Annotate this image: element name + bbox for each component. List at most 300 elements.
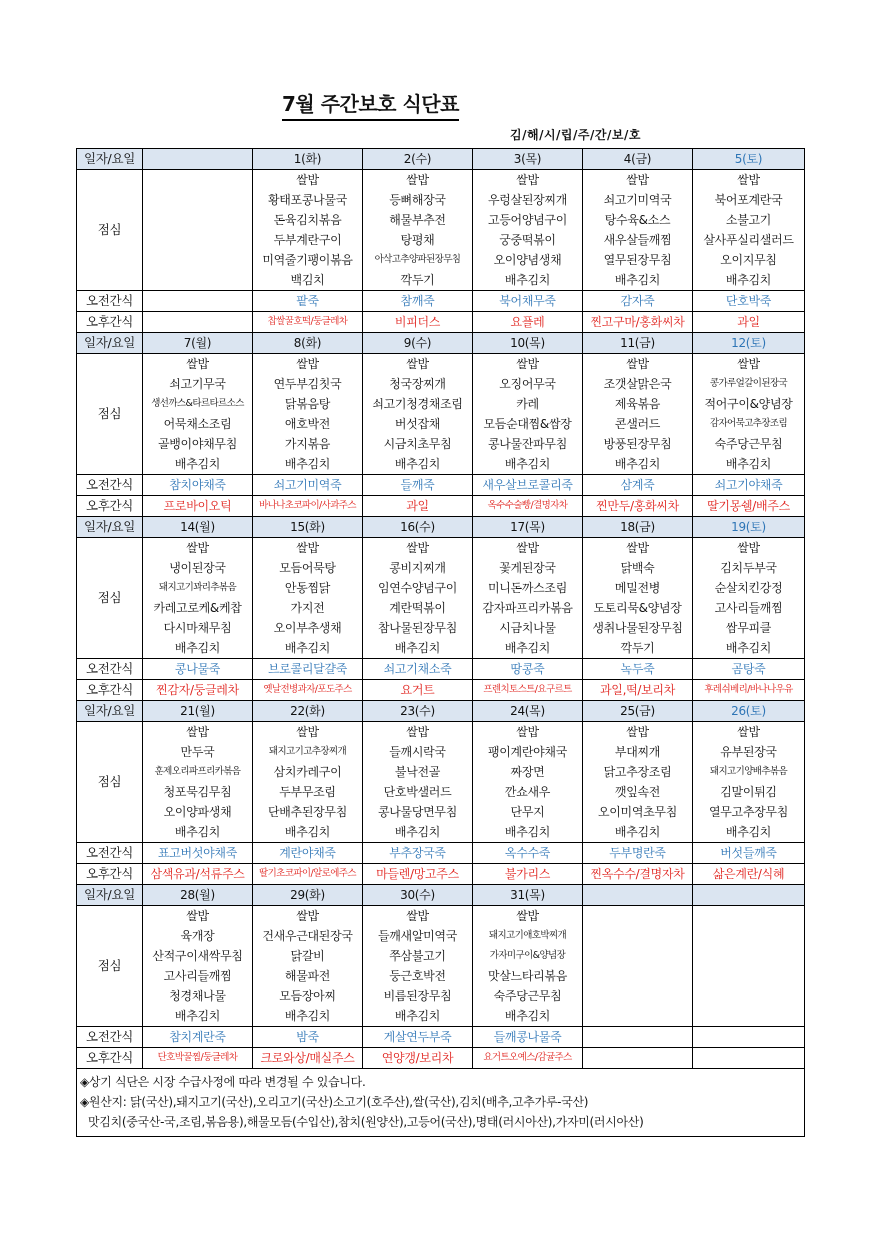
menu-item: 배추김치: [284, 825, 331, 839]
menu-item: 배추김치: [504, 641, 551, 655]
row-label-day: 일자/요일: [77, 701, 143, 722]
morning-snack-cell: 참치야채죽: [143, 475, 253, 496]
menu-item: 불낙전골: [394, 765, 441, 779]
afternoon-snack-cell: 과일: [363, 496, 473, 517]
note-line: ◈원산지: 닭(국산),돼지고기(국산),오리고기(국산)소고기(호주산),쌀(국산),김치(배추,고추가루-국산): [80, 1095, 589, 1109]
day-header: 11(금): [583, 333, 693, 354]
row-label-am: 오전간식: [77, 291, 143, 312]
lunch-cell: [143, 354, 253, 475]
menu-item: 도토리묵&양념장: [593, 601, 682, 615]
menu-item: 오이양파생채: [163, 805, 232, 819]
lunch-cell: [363, 906, 473, 1027]
menu-item: 쌀밥: [626, 173, 649, 187]
menu-item: 오이지무침: [720, 253, 777, 267]
week-4-lunch-row: [77, 722, 805, 843]
menu-item: 방풍된장무침: [603, 437, 672, 451]
week-1-am-row: [77, 291, 805, 312]
menu-item: 두부무조림: [279, 785, 336, 799]
morning-snack-cell: 감자죽: [583, 291, 693, 312]
lunch-cell: [253, 906, 363, 1027]
menu-item: 들깨새알미역국: [377, 929, 458, 943]
lunch-cell: [363, 170, 473, 291]
lunch-cell: [693, 170, 805, 291]
week-3-am-row: [77, 659, 805, 680]
morning-snack-cell: 부추장국죽: [363, 843, 473, 864]
menu-item: 배추김치: [614, 457, 661, 471]
day-header: 19(토): [693, 517, 805, 538]
menu-item: 삼치카레구이: [273, 765, 342, 779]
menu-item: 미니돈까스조림: [487, 581, 568, 595]
organization-name: 김/해/시/립/주/간/보/호: [510, 128, 641, 142]
day-header: 15(화): [253, 517, 363, 538]
lunch-cell: [473, 170, 583, 291]
menu-item: 애호박전: [284, 417, 331, 431]
afternoon-snack-cell: 크로와상/매실주스: [253, 1048, 363, 1069]
afternoon-snack-cell: 삼색유과/석류주스: [143, 864, 253, 885]
week-5-pm-row: [77, 1048, 805, 1069]
menu-item: 숙주당근무침: [714, 437, 783, 451]
menu-item: 제육볶음: [614, 397, 661, 411]
note-line: ◈상기 식단은 시장 수급사정에 따라 변경될 수 있습니다.: [80, 1075, 366, 1089]
morning-snack-cell: 북어채무죽: [473, 291, 583, 312]
menu-item: 콘샐러드: [614, 417, 661, 431]
menu-item: 유부된장국: [720, 745, 777, 759]
afternoon-snack-cell: 비피더스: [363, 312, 473, 333]
menu-item: 김말이튀김: [720, 785, 777, 799]
week-3-day-row: [77, 517, 805, 538]
menu-item: 깐쇼새우: [504, 785, 551, 799]
row-label-lunch: 점심: [77, 538, 143, 659]
morning-snack-cell: 들깨죽: [363, 475, 473, 496]
menu-item: 청포묵김무침: [163, 785, 232, 799]
afternoon-snack-cell: 찹쌀꿀호떡/둥글레차: [253, 312, 363, 333]
lunch-cell: [143, 170, 253, 291]
menu-item: 배추김치: [394, 457, 441, 471]
row-label-am: 오전간식: [77, 1027, 143, 1048]
day-header: 4(금): [583, 149, 693, 170]
menu-item: 오징어무국: [499, 377, 556, 391]
day-header: 22(화): [253, 701, 363, 722]
lunch-cell: [473, 354, 583, 475]
week-1-lunch-row: [77, 170, 805, 291]
menu-item: 콩비지찌개: [389, 561, 446, 575]
menu-item: 청국장찌개: [389, 377, 446, 391]
menu-item: 돼지고기고추장찌개: [268, 746, 347, 757]
menu-item: 시금치초무침: [383, 437, 452, 451]
afternoon-snack-cell: 딸기몽쉘/배주스: [693, 496, 805, 517]
menu-item: 쌀밥: [296, 173, 319, 187]
morning-snack-cell: 참깨죽: [363, 291, 473, 312]
menu-item: 모듬어묵탕: [279, 561, 336, 575]
menu-item: 어묵채소조림: [163, 417, 232, 431]
menu-item: 돼지고기꽈리추볶음: [158, 582, 237, 593]
row-label-day: 일자/요일: [77, 333, 143, 354]
afternoon-snack-cell: 단호박꿀찜/둥글레차: [143, 1048, 253, 1069]
afternoon-snack-cell: 삶은계란/식혜: [693, 864, 805, 885]
afternoon-snack-cell: 찐만두/홍화씨차: [583, 496, 693, 517]
week-3-pm-row: [77, 680, 805, 701]
day-header: 17(목): [473, 517, 583, 538]
menu-item: 백김치: [290, 273, 325, 287]
menu-item: 배추김치: [174, 825, 221, 839]
week-4-pm-row: [77, 864, 805, 885]
row-label-lunch: 점심: [77, 170, 143, 291]
row-label-pm: 오후간식: [77, 312, 143, 333]
menu-item: 오이양념생채: [493, 253, 562, 267]
menu-item: 깻잎속전: [614, 785, 661, 799]
menu-item: 가지전: [290, 601, 325, 615]
menu-item: 둥근호박전: [389, 969, 446, 983]
morning-snack-cell: 두부명란죽: [583, 843, 693, 864]
menu-item: 참나물된장무침: [377, 621, 458, 635]
row-label-pm: 오후간식: [77, 864, 143, 885]
week-5-lunch-row: [77, 906, 805, 1027]
menu-item: 순살치킨강정: [714, 581, 783, 595]
menu-item: 아삭고추양파된장무침: [374, 254, 461, 265]
afternoon-snack-cell: 딸기초코파이/알로에주스: [253, 864, 363, 885]
morning-snack-cell: 쇠고기미역죽: [253, 475, 363, 496]
menu-item: 배추김치: [284, 457, 331, 471]
morning-snack-cell: 새우살브로콜리죽: [473, 475, 583, 496]
page-title: 7월 주간보호 식단표: [282, 88, 459, 121]
afternoon-snack-cell: 바나나초코파이/사과주스: [253, 496, 363, 517]
lunch-cell: [693, 906, 805, 1027]
menu-item: 쌀밥: [516, 909, 539, 923]
menu-item: 해물파전: [284, 969, 331, 983]
afternoon-snack-cell: 요플레: [473, 312, 583, 333]
menu-item: 고사리들깨찜: [714, 601, 783, 615]
lunch-cell: [253, 170, 363, 291]
lunch-cell: [583, 354, 693, 475]
day-header: 21(월): [143, 701, 253, 722]
menu-item: 카레: [516, 397, 539, 411]
menu-item: 쌀밥: [186, 725, 209, 739]
menu-item: 깍두기: [620, 641, 655, 655]
row-label-am: 오전간식: [77, 843, 143, 864]
afternoon-snack-cell: [583, 1048, 693, 1069]
menu-item: 쌀밥: [296, 909, 319, 923]
week-1-day-row: [77, 149, 805, 170]
week-2-am-row: [77, 475, 805, 496]
menu-item: 짜장면: [510, 765, 545, 779]
menu-item: 생선까스&타르타르소스: [151, 398, 244, 409]
menu-item: 다시마채무침: [163, 621, 232, 635]
menu-item: 들깨시락국: [389, 745, 446, 759]
lunch-cell: [473, 722, 583, 843]
menu-item: 맛살느타리볶음: [487, 969, 568, 983]
lunch-cell: [473, 906, 583, 1027]
row-label-day: 일자/요일: [77, 885, 143, 906]
menu-item: 숙주당근무침: [493, 989, 562, 1003]
afternoon-snack-cell: 찐감자/둥글레차: [143, 680, 253, 701]
menu-item: 배추김치: [614, 825, 661, 839]
menu-item: 모듬장아찌: [279, 989, 336, 1003]
menu-item: 김치두부국: [720, 561, 777, 575]
menu-item: 배추김치: [174, 1009, 221, 1023]
menu-item: 시금치나물: [499, 621, 556, 635]
morning-snack-cell: 삼계죽: [583, 475, 693, 496]
menu-item: 황태포콩나물국: [267, 193, 348, 207]
menu-item: 쌀밥: [626, 725, 649, 739]
day-header: 29(화): [253, 885, 363, 906]
menu-item: 쌀밥: [186, 909, 209, 923]
menu-item: 배추김치: [725, 273, 772, 287]
menu-item: 배추김치: [174, 457, 221, 471]
day-header: 24(목): [473, 701, 583, 722]
row-label-lunch: 점심: [77, 906, 143, 1027]
menu-item: 오이부추생채: [273, 621, 342, 635]
morning-snack-cell: 들깨콩나물죽: [473, 1027, 583, 1048]
menu-item: 닭갈비: [290, 949, 325, 963]
menu-item: 소불고기: [725, 213, 772, 227]
morning-snack-cell: 녹두죽: [583, 659, 693, 680]
row-label-lunch: 점심: [77, 354, 143, 475]
menu-item: 새우살들깨찜: [603, 233, 672, 247]
menu-item: 배추김치: [725, 825, 772, 839]
menu-item: 쌀밥: [737, 541, 760, 555]
row-label-pm: 오후간식: [77, 1048, 143, 1069]
lunch-cell: [473, 538, 583, 659]
lunch-cell: [143, 722, 253, 843]
menu-item: 적어구이&양념장: [704, 397, 793, 411]
menu-item: 돼지고기양배추볶음: [709, 766, 788, 777]
lunch-cell: [693, 538, 805, 659]
lunch-cell: [253, 354, 363, 475]
lunch-cell: [363, 354, 473, 475]
afternoon-snack-cell: 과일,떡/보리차: [583, 680, 693, 701]
day-header: 3(목): [473, 149, 583, 170]
lunch-cell: [253, 722, 363, 843]
day-header: 10(목): [473, 333, 583, 354]
lunch-cell: [583, 170, 693, 291]
lunch-cell: [583, 722, 693, 843]
menu-item: 만두국: [180, 745, 215, 759]
morning-snack-cell: 옥수수죽: [473, 843, 583, 864]
menu-item: 살사푸실리샐러드: [703, 233, 794, 247]
menu-item: 궁중떡볶이: [499, 233, 556, 247]
menu-item: 쌀밥: [516, 541, 539, 555]
menu-item: 쌈무피클: [725, 621, 772, 635]
menu-item: 쌀밥: [516, 357, 539, 371]
menu-item: 배추김치: [725, 641, 772, 655]
menu-item: 청경채나물: [169, 989, 226, 1003]
menu-item: 쌀밥: [406, 173, 429, 187]
day-header: 16(수): [363, 517, 473, 538]
afternoon-snack-cell: [143, 312, 253, 333]
menu-item: 감자어묵고추장조림: [709, 418, 788, 429]
day-header: 28(월): [143, 885, 253, 906]
morning-snack-cell: 게살연두부죽: [363, 1027, 473, 1048]
menu-item: 탕수육&소스: [604, 213, 671, 227]
menu-item: 쇠고기무국: [169, 377, 226, 391]
menu-item: 미역줄기팽이볶음: [262, 253, 353, 267]
week-2-day-row: [77, 333, 805, 354]
morning-snack-cell: 밤죽: [253, 1027, 363, 1048]
menu-item: 조갯살맑은국: [603, 377, 672, 391]
menu-item: 육개장: [180, 929, 215, 943]
menu-item: 배추김치: [504, 273, 551, 287]
menu-item: 열무된장무침: [603, 253, 672, 267]
menu-item: 쌀밥: [296, 725, 319, 739]
menu-item: 닭백숙: [620, 561, 655, 575]
morning-snack-cell: [583, 1027, 693, 1048]
menu-item: 배추김치: [394, 1009, 441, 1023]
morning-snack-cell: 팥죽: [253, 291, 363, 312]
day-header: 2(수): [363, 149, 473, 170]
menu-item: 생취나물된장무침: [592, 621, 683, 635]
menu-item: 깍두기: [400, 273, 435, 287]
day-header: 14(월): [143, 517, 253, 538]
morning-snack-cell: 참치계란죽: [143, 1027, 253, 1048]
menu-item: 쌀밥: [516, 173, 539, 187]
row-label-am: 오전간식: [77, 475, 143, 496]
afternoon-snack-cell: 옥수수술빵/결명자차: [473, 496, 583, 517]
menu-item: 단배추된장무침: [267, 805, 348, 819]
day-header: 18(금): [583, 517, 693, 538]
menu-item: 돈육김치볶음: [273, 213, 342, 227]
week-4-day-row: [77, 701, 805, 722]
day-header: 25(금): [583, 701, 693, 722]
afternoon-snack-cell: 찐고구마/홍화씨차: [583, 312, 693, 333]
menu-item: 쌀밥: [186, 541, 209, 555]
afternoon-snack-cell: 요거트오예스/감귤주스: [473, 1048, 583, 1069]
menu-item: 쌀밥: [186, 357, 209, 371]
menu-item: 등뼈해장국: [389, 193, 446, 207]
menu-item: 쌀밥: [406, 909, 429, 923]
menu-item: 건새우근대된장국: [262, 929, 353, 943]
menu-item: 쭈삼불고기: [389, 949, 446, 963]
menu-item: 해물부추전: [389, 213, 446, 227]
day-header: 12(토): [693, 333, 805, 354]
day-header: 23(수): [363, 701, 473, 722]
menu-item: 배추김치: [504, 825, 551, 839]
menu-item: 콩가루얼갈이된장국: [709, 378, 788, 389]
menu-item: 오이미역초무침: [597, 805, 678, 819]
day-header: 5(토): [693, 149, 805, 170]
menu-item: 안동찜닭: [284, 581, 331, 595]
menu-item: 비름된장무침: [383, 989, 452, 1003]
afternoon-snack-cell: 옛날전병과자/포도주스: [253, 680, 363, 701]
week-2-pm-row: [77, 496, 805, 517]
menu-item: 배추김치: [504, 1009, 551, 1023]
morning-snack-cell: 콩나물죽: [143, 659, 253, 680]
week-5-am-row: [77, 1027, 805, 1048]
menu-item: 배추김치: [504, 457, 551, 471]
menu-item: 산적구이새싹무침: [152, 949, 243, 963]
day-header: 1(화): [253, 149, 363, 170]
afternoon-snack-cell: 찐옥수수/결명자차: [583, 864, 693, 885]
menu-item: 가지볶음: [284, 437, 331, 451]
menu-item: 단무지: [510, 805, 545, 819]
afternoon-snack-cell: 연양갱/보리차: [363, 1048, 473, 1069]
day-header: [583, 885, 693, 906]
menu-item: 쇠고기청경채조림: [372, 397, 463, 411]
morning-snack-cell: [143, 291, 253, 312]
menu-item: 쌀밥: [737, 173, 760, 187]
menu-item: 쌀밥: [626, 541, 649, 555]
menu-item: 닭볶음탕: [284, 397, 331, 411]
menu-item: 닭고추장조림: [603, 765, 672, 779]
lunch-cell: [693, 722, 805, 843]
menu-item: 배추김치: [174, 641, 221, 655]
lunch-cell: [693, 354, 805, 475]
morning-snack-cell: 버섯들깨죽: [693, 843, 805, 864]
afternoon-snack-cell: 프렌치토스트/요구르트: [473, 680, 583, 701]
morning-snack-cell: 단호박죽: [693, 291, 805, 312]
afternoon-snack-cell: 후레쉬베리/바나나우유: [693, 680, 805, 701]
day-header: 31(목): [473, 885, 583, 906]
row-label-day: 일자/요일: [77, 149, 143, 170]
day-header: 30(수): [363, 885, 473, 906]
menu-item: 부대찌개: [614, 745, 661, 759]
lunch-cell: [143, 538, 253, 659]
row-label-am: 오전간식: [77, 659, 143, 680]
notes-cell: [77, 1069, 805, 1137]
menu-item: 콩나물당면무침: [377, 805, 458, 819]
morning-snack-cell: 곰탕죽: [693, 659, 805, 680]
week-2-lunch-row: [77, 354, 805, 475]
menu-item: 쌀밥: [406, 725, 429, 739]
menu-item: 냉이된장국: [169, 561, 226, 575]
day-header: [693, 885, 805, 906]
morning-snack-cell: 쇠고기채소죽: [363, 659, 473, 680]
menu-item: 쌀밥: [737, 357, 760, 371]
afternoon-snack-cell: 요거트: [363, 680, 473, 701]
menu-item: 우렁살된장찌개: [487, 193, 568, 207]
row-label-pm: 오후간식: [77, 680, 143, 701]
morning-snack-cell: 쇠고기야채죽: [693, 475, 805, 496]
notes-row: [77, 1069, 805, 1137]
afternoon-snack-cell: 불가리스: [473, 864, 583, 885]
menu-item: 메밀전병: [614, 581, 661, 595]
lunch-cell: [583, 906, 693, 1027]
menu-item: 고사리들깨찜: [163, 969, 232, 983]
morning-snack-cell: 땅콩죽: [473, 659, 583, 680]
menu-item: 탕평채: [400, 233, 435, 247]
menu-table: [76, 148, 805, 1137]
lunch-cell: [253, 538, 363, 659]
menu-item: 꽃게된장국: [499, 561, 556, 575]
menu-item: 단호박샐러드: [383, 785, 452, 799]
menu-item: 임연수양념구이: [377, 581, 458, 595]
menu-item: 배추김치: [725, 457, 772, 471]
morning-snack-cell: [693, 1027, 805, 1048]
menu-item: 카레고로케&케찹: [153, 601, 242, 615]
menu-item: 쇠고기미역국: [603, 193, 672, 207]
afternoon-snack-cell: 프로바이오틱: [143, 496, 253, 517]
menu-item: 골뱅이야채무침: [157, 437, 238, 451]
menu-item: 배추김치: [284, 641, 331, 655]
row-label-lunch: 점심: [77, 722, 143, 843]
menu-item: 가자미구이&양념장: [489, 950, 566, 961]
menu-item: 훈제오리파프리카볶음: [154, 766, 241, 777]
morning-snack-cell: 표고버섯야채죽: [143, 843, 253, 864]
menu-item: 두부계란구이: [273, 233, 342, 247]
day-header: [143, 149, 253, 170]
menu-item: 돼지고기애호박찌개: [488, 930, 567, 941]
week-3-lunch-row: [77, 538, 805, 659]
menu-item: 배추김치: [614, 273, 661, 287]
menu-item: 배추김치: [284, 1009, 331, 1023]
menu-item: 콩나물잔파무침: [487, 437, 568, 451]
menu-item: 열무고추장무침: [708, 805, 789, 819]
afternoon-snack-cell: [693, 1048, 805, 1069]
menu-item: 배추김치: [394, 825, 441, 839]
menu-item: 연두부김칫국: [273, 377, 342, 391]
menu-item: 쌀밥: [296, 357, 319, 371]
menu-item: 쌀밥: [296, 541, 319, 555]
row-label-day: 일자/요일: [77, 517, 143, 538]
